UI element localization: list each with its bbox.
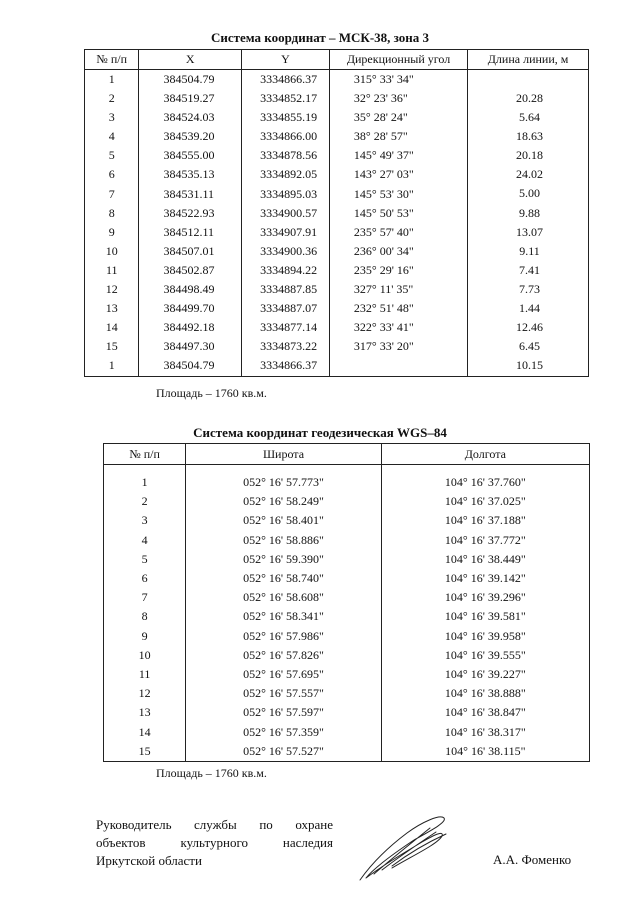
point-number: 14 bbox=[85, 318, 139, 337]
longitude: 104° 16' 38.449" bbox=[381, 550, 589, 569]
header-latitude: Широта bbox=[186, 444, 381, 465]
direction-angle: 38° 28' 57" bbox=[329, 127, 467, 146]
point-number: 9 bbox=[104, 627, 186, 646]
coordinate-y: 3334900.57 bbox=[242, 204, 330, 223]
coordinate-y: 3334873.22 bbox=[242, 337, 330, 356]
table-row bbox=[104, 684, 590, 703]
point-number: 1 bbox=[85, 356, 139, 376]
direction-angle: 317° 33' 20" bbox=[329, 337, 467, 356]
table1-title: Система координат – МСК-38, зона 3 bbox=[210, 30, 430, 45]
signer-name: А.А. Фоменко bbox=[493, 852, 572, 867]
latitude: 052° 16' 58.886" bbox=[186, 531, 381, 550]
point-number: 4 bbox=[85, 127, 139, 146]
point-number: 1 bbox=[85, 70, 139, 90]
point-number: 15 bbox=[85, 337, 139, 356]
latitude: 052° 16' 57.773" bbox=[186, 465, 381, 493]
direction-angle: 35° 28' 24" bbox=[329, 108, 467, 127]
coordinate-y: 3334878.56 bbox=[242, 146, 330, 165]
latitude: 052° 16' 58.401" bbox=[186, 511, 381, 530]
header-y: Y bbox=[242, 50, 330, 70]
longitude: 104° 16' 37.188" bbox=[381, 511, 589, 530]
signature-icon bbox=[352, 808, 452, 888]
position-line: объектов культурного наследия bbox=[96, 835, 333, 850]
longitude: 104° 16' 37.772" bbox=[381, 531, 589, 550]
line-length: 1.44 bbox=[519, 301, 540, 316]
coordinate-y: 3334866.37 bbox=[242, 70, 330, 90]
coordinate-x: 384497.30 bbox=[139, 337, 242, 356]
line-length: 10.15 bbox=[516, 358, 543, 373]
coordinate-y: 3334866.37 bbox=[242, 356, 330, 376]
point-number: 13 bbox=[104, 703, 186, 722]
coordinate-y: 3334907.91 bbox=[242, 223, 330, 242]
coordinate-x: 384499.70 bbox=[139, 299, 242, 318]
header-length: Длина линии, м bbox=[468, 50, 589, 70]
coordinate-y: 3334900.36 bbox=[242, 242, 330, 261]
coordinate-x: 384522.93 bbox=[139, 204, 242, 223]
line-length: 7.73 bbox=[519, 281, 540, 296]
table-row bbox=[104, 588, 590, 607]
line-length: 5.64 bbox=[519, 110, 540, 125]
coordinate-x: 384535.13 bbox=[139, 165, 242, 184]
table-row bbox=[104, 723, 590, 742]
coordinate-y: 3334877.14 bbox=[242, 318, 330, 337]
table-row bbox=[104, 550, 590, 569]
table-header-row bbox=[104, 444, 590, 465]
position-line: Иркутской области bbox=[96, 853, 202, 868]
longitude: 104° 16' 38.888" bbox=[381, 684, 589, 703]
area-label: Площадь – 1760 кв.м. bbox=[156, 766, 267, 780]
table-row bbox=[85, 70, 589, 90]
point-number: 7 bbox=[85, 185, 139, 204]
direction-angle: 315° 33' 34" bbox=[329, 70, 467, 90]
table-row bbox=[104, 607, 590, 626]
direction-angle: 32° 23' 36" bbox=[329, 89, 467, 108]
direction-angle: 145° 53' 30" bbox=[329, 185, 467, 204]
table-header-row bbox=[85, 50, 589, 70]
coordinate-x: 384507.01 bbox=[139, 242, 242, 261]
point-number: 5 bbox=[85, 146, 139, 165]
point-number: 7 bbox=[104, 588, 186, 607]
coordinate-x: 384539.20 bbox=[139, 127, 242, 146]
longitude: 104° 16' 39.227" bbox=[381, 665, 589, 684]
longitude: 104° 16' 38.317" bbox=[381, 723, 589, 742]
line-length: 9.88 bbox=[519, 205, 540, 220]
direction-angle: 145° 50' 53" bbox=[329, 204, 467, 223]
coordinate-x: 384498.49 bbox=[139, 280, 242, 299]
longitude: 104° 16' 38.115" bbox=[381, 742, 589, 762]
point-number: 9 bbox=[85, 223, 139, 242]
coordinate-y: 3334887.85 bbox=[242, 280, 330, 299]
point-number: 11 bbox=[104, 665, 186, 684]
point-number: 12 bbox=[104, 684, 186, 703]
latitude: 052° 16' 57.359" bbox=[186, 723, 381, 742]
table-row bbox=[104, 742, 590, 762]
coordinate-x: 384512.11 bbox=[139, 223, 242, 242]
point-number: 6 bbox=[85, 165, 139, 184]
latitude: 052° 16' 57.695" bbox=[186, 665, 381, 684]
point-number: 13 bbox=[85, 299, 139, 318]
coordinate-x: 384504.79 bbox=[139, 70, 242, 90]
point-number: 12 bbox=[85, 280, 139, 299]
latitude: 052° 16' 58.249" bbox=[186, 492, 381, 511]
coordinate-x: 384555.00 bbox=[139, 146, 242, 165]
coordinate-y: 3334855.19 bbox=[242, 108, 330, 127]
table-row bbox=[104, 511, 590, 530]
table-row bbox=[104, 569, 590, 588]
table-row bbox=[104, 492, 590, 511]
point-number: 8 bbox=[85, 204, 139, 223]
latitude: 052° 16' 57.527" bbox=[186, 742, 381, 762]
table-row bbox=[104, 627, 590, 646]
latitude: 052° 16' 58.608" bbox=[186, 588, 381, 607]
line-length: 7.41 bbox=[519, 262, 540, 277]
line-length: 6.45 bbox=[519, 339, 540, 354]
line-length: 20.28 bbox=[516, 91, 543, 105]
direction-angle: 235° 29' 16" bbox=[329, 261, 467, 280]
point-number: 10 bbox=[104, 646, 186, 665]
point-number: 2 bbox=[104, 492, 186, 511]
longitude: 104° 16' 39.555" bbox=[381, 646, 589, 665]
coordinate-y: 3334866.00 bbox=[242, 127, 330, 146]
coordinate-y: 3334895.03 bbox=[242, 185, 330, 204]
table2-title: Система координат геодезическая WGS–84 bbox=[193, 425, 447, 440]
length-cell bbox=[468, 70, 589, 90]
header-longitude: Долгота bbox=[381, 444, 589, 465]
latitude: 052° 16' 59.390" bbox=[186, 550, 381, 569]
line-length: 13.07 bbox=[516, 224, 543, 239]
coordinate-x: 384502.87 bbox=[139, 261, 242, 280]
direction-angle bbox=[329, 356, 467, 376]
direction-angle: 327° 11' 35" bbox=[329, 280, 467, 299]
line-length: 18.63 bbox=[516, 129, 543, 144]
direction-angle: 232° 51' 48" bbox=[329, 299, 467, 318]
table-row bbox=[104, 665, 590, 684]
coordinate-y: 3334887.07 bbox=[242, 299, 330, 318]
latitude: 052° 16' 58.341" bbox=[186, 607, 381, 626]
point-number: 10 bbox=[85, 242, 139, 261]
point-number: 6 bbox=[104, 569, 186, 588]
coordinates-table-wgs84 bbox=[103, 443, 590, 762]
line-length: 24.02 bbox=[516, 167, 543, 182]
latitude: 052° 16' 57.826" bbox=[186, 646, 381, 665]
longitude: 104° 16' 39.958" bbox=[381, 627, 589, 646]
header-number: № п/п bbox=[104, 444, 186, 465]
coordinate-x: 384531.11 bbox=[139, 185, 242, 204]
latitude: 052° 16' 58.740" bbox=[186, 569, 381, 588]
point-number: 3 bbox=[104, 511, 186, 530]
coordinate-x: 384524.03 bbox=[139, 108, 242, 127]
point-number: 1 bbox=[104, 465, 186, 493]
table-row bbox=[104, 646, 590, 665]
point-number: 14 bbox=[104, 723, 186, 742]
latitude: 052° 16' 57.597" bbox=[186, 703, 381, 722]
header-number: № п/п bbox=[85, 50, 139, 70]
table-row bbox=[104, 703, 590, 722]
coordinate-y: 3334852.17 bbox=[242, 89, 330, 108]
line-length: 20.18 bbox=[516, 148, 543, 163]
point-number: 15 bbox=[104, 742, 186, 762]
direction-angle: 143° 27' 03" bbox=[329, 165, 467, 184]
coordinate-x: 384492.18 bbox=[139, 318, 242, 337]
latitude: 052° 16' 57.986" bbox=[186, 627, 381, 646]
latitude: 052° 16' 57.557" bbox=[186, 684, 381, 703]
direction-angle: 322° 33' 41" bbox=[329, 318, 467, 337]
coordinate-y: 3334892.05 bbox=[242, 165, 330, 184]
point-number: 5 bbox=[104, 550, 186, 569]
line-length: 5.00 bbox=[519, 186, 540, 201]
line-length: 9.11 bbox=[519, 243, 540, 258]
direction-angle: 236° 00' 34" bbox=[329, 242, 467, 261]
longitude: 104° 16' 39.142" bbox=[381, 569, 589, 588]
coordinate-x: 384504.79 bbox=[139, 356, 242, 376]
table-row bbox=[104, 465, 590, 493]
longitude: 104° 16' 37.760" bbox=[381, 465, 589, 493]
area-label: Площадь – 1760 кв.м. bbox=[156, 386, 267, 400]
point-number: 2 bbox=[85, 89, 139, 108]
longitude: 104° 16' 39.581" bbox=[381, 607, 589, 626]
line-length: 12.46 bbox=[516, 320, 543, 335]
direction-angle: 145° 49' 37" bbox=[329, 146, 467, 165]
point-number: 8 bbox=[104, 607, 186, 626]
point-number: 3 bbox=[85, 108, 139, 127]
coordinate-y: 3334894.22 bbox=[242, 261, 330, 280]
longitude: 104° 16' 39.296" bbox=[381, 588, 589, 607]
signatory-position bbox=[96, 816, 333, 870]
coordinate-x: 384519.27 bbox=[139, 89, 242, 108]
position-line: Руководитель службы по охране bbox=[96, 817, 333, 832]
point-number: 11 bbox=[85, 261, 139, 280]
header-x: X bbox=[139, 50, 242, 70]
point-number: 4 bbox=[104, 531, 186, 550]
header-angle: Дирекционный угол bbox=[329, 50, 467, 70]
longitude: 104° 16' 37.025" bbox=[381, 492, 589, 511]
table-row bbox=[104, 531, 590, 550]
direction-angle: 235° 57' 40" bbox=[329, 223, 467, 242]
line-lengths-column bbox=[469, 89, 590, 375]
longitude: 104° 16' 38.847" bbox=[381, 703, 589, 722]
